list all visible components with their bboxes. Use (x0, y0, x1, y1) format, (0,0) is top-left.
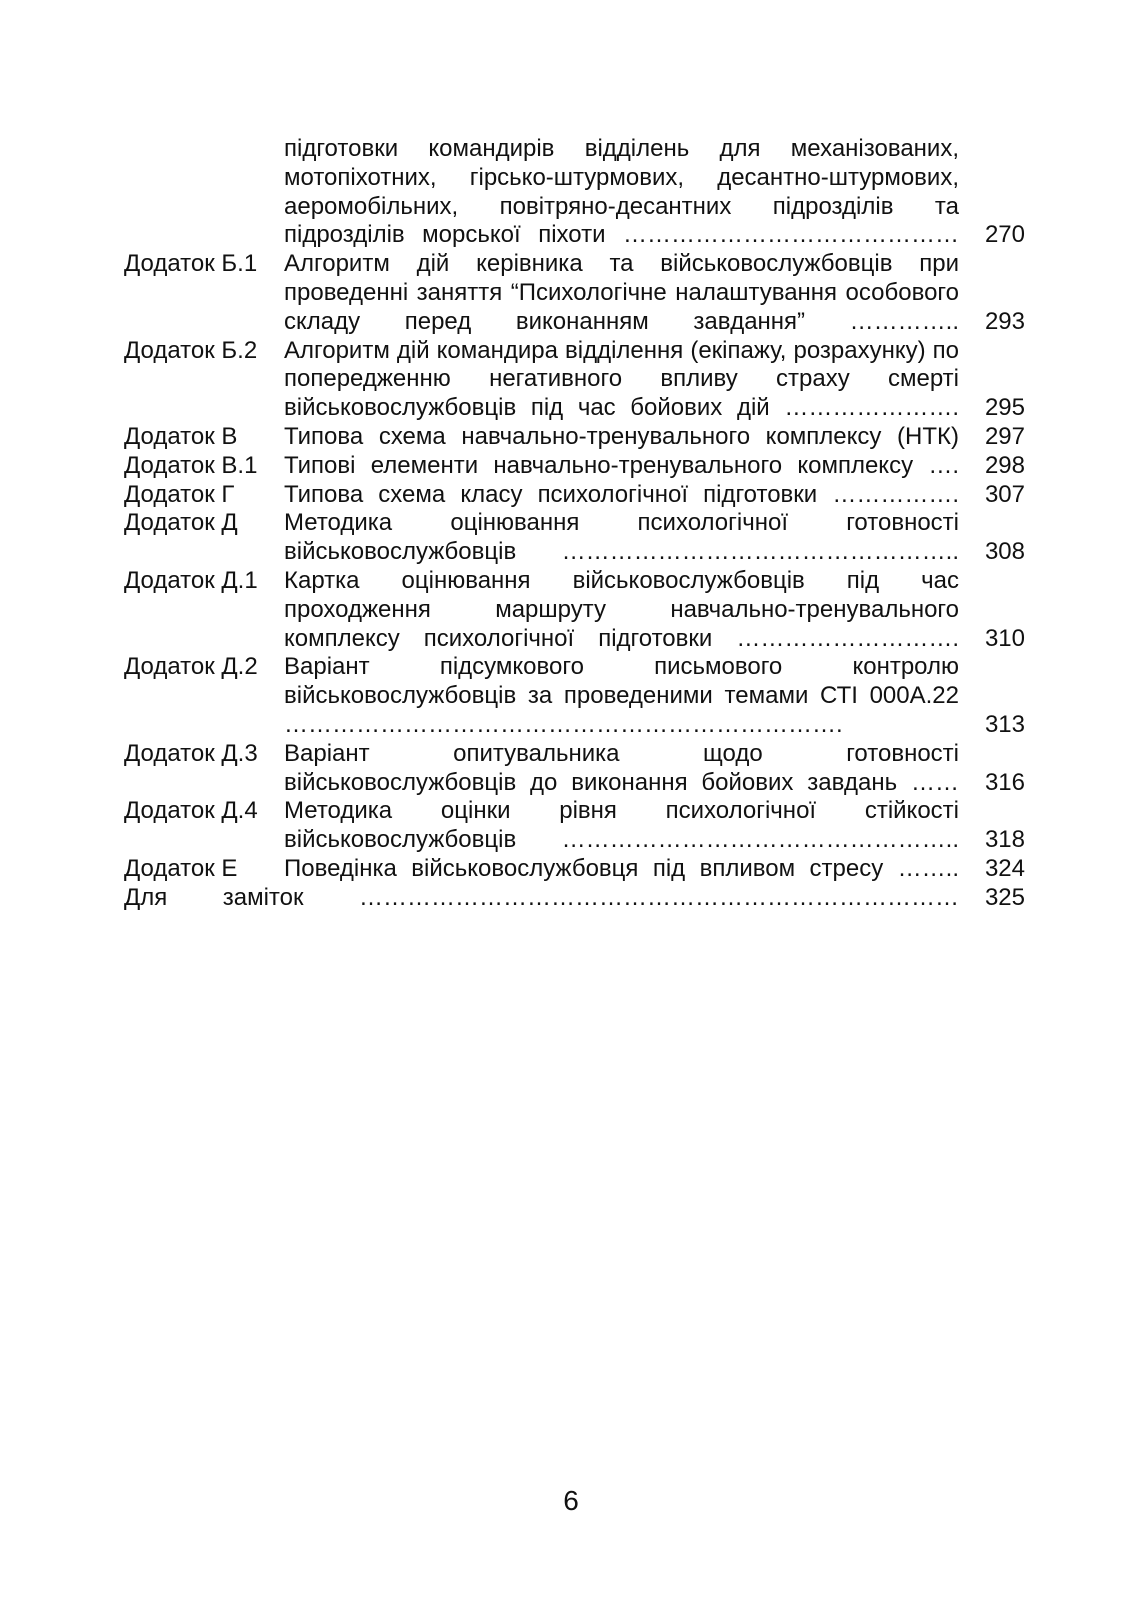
toc-entry-page-number: 297 (984, 422, 1025, 450)
toc-entry-d2[interactable] (124, 653, 1025, 739)
toc-entry-text: Алгоритм дій командира відділення (екіпажу, розрахунку) по попередженню негативного впливу страху смерті військовослужбовців під час бойових дій …………………. (284, 336, 959, 422)
toc-entry-v1[interactable] (124, 452, 1025, 481)
toc-entry-text: підготовки командирів відділень для механізованих, мотопіхотних, гірсько-штурмових, десантно-штурмових, аеромобільних, повітряно-десантних підрозділів та підрозділів морської піхоти …………………………………… (284, 135, 959, 249)
toc-entry-page (959, 797, 1025, 855)
toc-entry-label: Додаток В (124, 422, 238, 450)
toc-entry-page (959, 423, 1025, 452)
table-of-contents (124, 135, 1025, 913)
toc-entry-page-number: 324 (984, 854, 1025, 882)
toc-entry-d1[interactable] (124, 567, 1025, 653)
toc-entry-label: Додаток Е (124, 854, 238, 882)
toc-entry-label: Додаток Д.4 (124, 797, 258, 825)
toc-entry-page (959, 884, 1025, 913)
toc-entry-text: Варіант опитувальника щодо готовності військовослужбовців до виконання бойових завдань …… (284, 739, 959, 796)
toc-entry-page-number: 316 (984, 768, 1025, 796)
toc-entry-d[interactable] (124, 509, 1025, 567)
toc-entry-label: Додаток Д.1 (124, 566, 258, 594)
toc-entry-page (959, 855, 1025, 884)
toc-entry-label: Додаток Б.2 (124, 336, 258, 364)
toc-entry-page-number: 318 (984, 826, 1025, 854)
toc-entry-continuation[interactable] (124, 135, 1025, 250)
toc-entry-text: Методика оцінювання психологічної готовності військовослужбовців ………………………………………….. (284, 509, 959, 566)
toc-entry-b1[interactable] (124, 250, 1025, 336)
toc-entry-label: Додаток Г (124, 480, 235, 508)
toc-entry-page (959, 567, 1025, 653)
toc-entry-text: Картка оцінювання військовослужбовців під час проходження маршруту навчально-тренувального комплексу психологічної підготовки ………………………. (284, 566, 959, 652)
toc-entry-label: Додаток Б.1 (124, 250, 258, 278)
toc-entry-page-number: 298 (984, 451, 1025, 479)
toc-entry-page-number: 308 (984, 538, 1025, 566)
toc-entry-page (959, 509, 1025, 567)
toc-entry-text: Алгоритм дій керівника та військовослужбовців при проведенні заняття “Психологічне налаштування особового складу перед виконанням завдання” ………….. (284, 250, 959, 335)
toc-notes-page-number: 325 (984, 883, 1025, 911)
toc-entry-text: Поведінка військовослужбовця під впливом стресу …….. (284, 854, 959, 882)
toc-entry-label: Додаток В.1 (124, 451, 258, 479)
toc-entry-page (959, 337, 1025, 423)
page-number: 6 (563, 1485, 579, 1516)
toc-entry-page-number: 270 (984, 221, 1025, 249)
toc-entry-b2[interactable] (124, 337, 1025, 423)
toc-entry-label: Додаток Д (124, 509, 238, 537)
toc-entry-page (959, 740, 1025, 798)
toc-entry-h[interactable] (124, 481, 1025, 510)
toc-entry-d3[interactable] (124, 740, 1025, 798)
toc-entry-text: Варіант підсумкового письмового контролю військовослужбовців за проведеними темами СТІ 000А.22 ……………………………………………………………. (284, 653, 959, 738)
toc-entry-page-number: 293 (984, 307, 1025, 335)
toc-entry-d4[interactable] (124, 797, 1025, 855)
toc-entry-e[interactable] (124, 855, 1025, 884)
toc-entry-page-number: 310 (984, 624, 1025, 652)
toc-entry-label: Додаток Д.3 (124, 739, 258, 767)
toc-entry-label: Додаток Д.2 (124, 653, 258, 681)
toc-entry-page-number: 307 (984, 480, 1025, 508)
toc-entry-page (959, 653, 1025, 739)
toc-entry-text: Типова схема класу психологічної підготовки ……………. (284, 480, 959, 508)
toc-entry-page (959, 135, 1025, 250)
toc-notes-text: Для заміток ………………………………………………………………… (124, 883, 959, 911)
toc-entry-notes[interactable] (124, 884, 1025, 913)
toc-entry-text: Методика оцінки рівня психологічної стійкості військовослужбовців ………………………………………….. (284, 797, 959, 854)
toc-entry-v[interactable] (124, 423, 1025, 452)
toc-entry-page (959, 250, 1025, 336)
toc-entry-text: Типові елементи навчально-тренувального комплексу …. (284, 451, 959, 479)
toc-entry-page (959, 481, 1025, 510)
toc-entry-page-number: 313 (984, 710, 1025, 738)
toc-entry-page-number: 295 (984, 394, 1025, 422)
toc-entry-text: Типова схема навчально-тренувального комплексу (НТК) (284, 422, 959, 450)
toc-entry-page (959, 452, 1025, 481)
